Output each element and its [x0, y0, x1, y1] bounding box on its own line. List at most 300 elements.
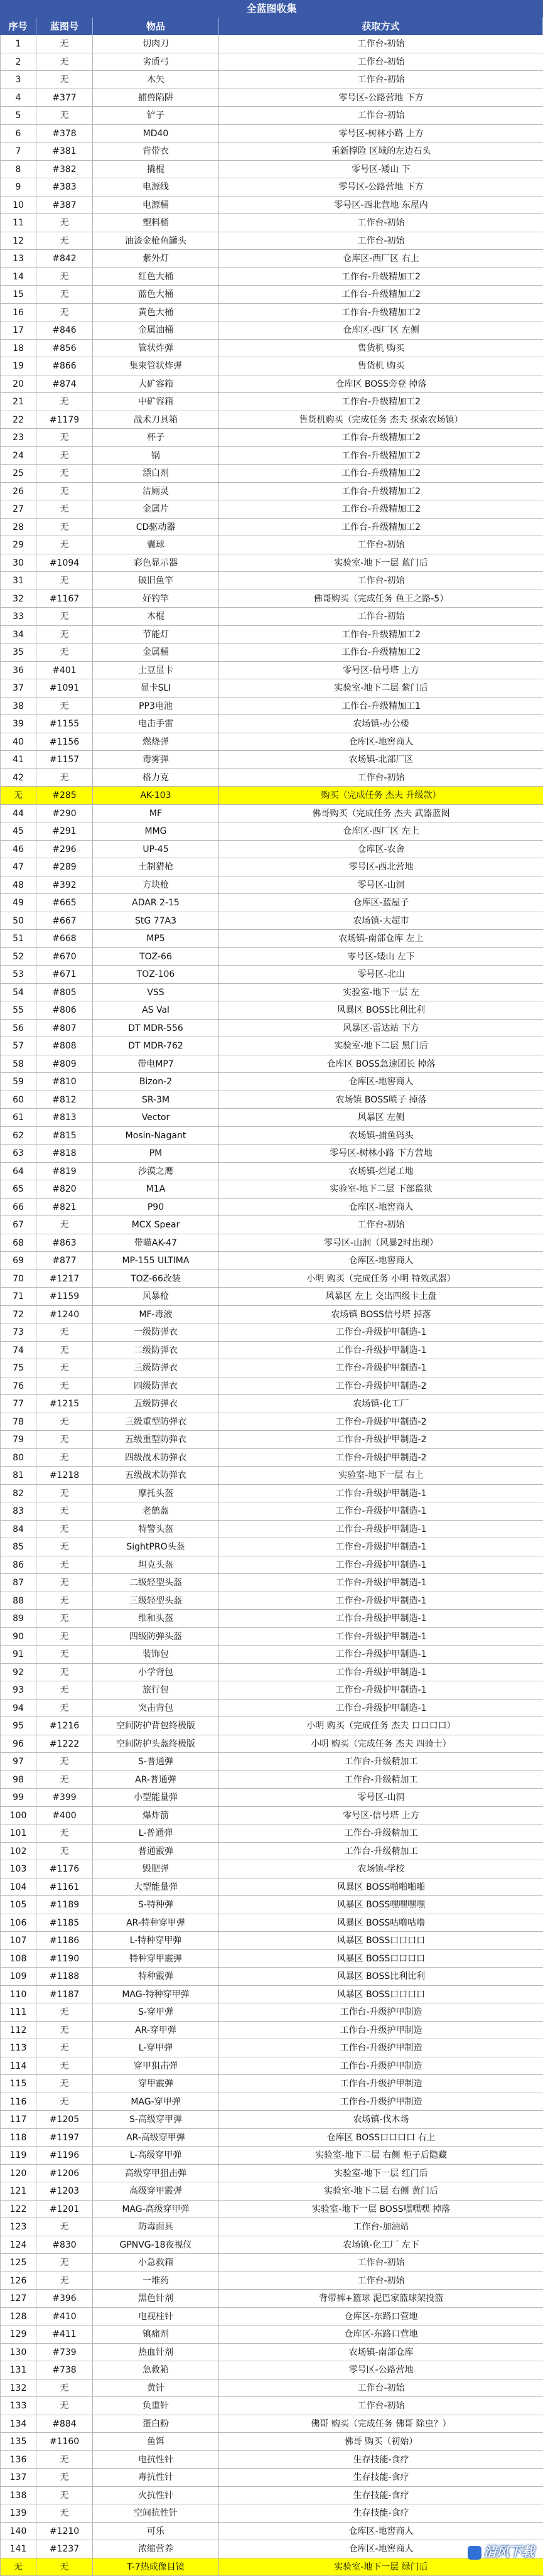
row-blueprint-no: #387	[36, 197, 93, 214]
row-blueprint-no: 无	[36, 214, 93, 232]
row-index: 102	[0, 1843, 36, 1860]
row-method: 工作台-升级护甲制造-1	[219, 1646, 543, 1663]
row-item: 四级防弹头盔	[93, 1628, 219, 1646]
row-method: 工作台-升级精加工2	[219, 268, 543, 286]
row-item: 电源桶	[93, 197, 219, 214]
row-index: 61	[0, 1109, 36, 1126]
row-method: 农场镇-大超市	[219, 912, 543, 930]
row-method: 工作台-升级护甲制造-1	[219, 1628, 543, 1646]
table-row	[0, 411, 543, 429]
row-method: 农场镇-北部厂区	[219, 751, 543, 768]
row-index: 48	[0, 876, 36, 894]
row-method: 风暴区 BOSS比利比利	[219, 1001, 543, 1019]
table-row	[0, 1807, 543, 1825]
table-row	[0, 1700, 543, 1718]
row-item: AR-特种穿甲弹	[93, 1914, 219, 1932]
row-blueprint-no: 无	[36, 698, 93, 715]
row-blueprint-no: #382	[36, 161, 93, 178]
table-row	[0, 268, 543, 286]
row-blueprint-no: #383	[36, 178, 93, 196]
row-method: 工作台-初始	[219, 107, 543, 124]
row-method: 农场镇-捕鱼码头	[219, 1127, 543, 1145]
sheet-title: 全蓝图收集	[0, 0, 543, 18]
row-method: 小明 购买（完成任务 杰夫 口口口口）	[219, 1717, 543, 1735]
row-method: 工作台-升级护甲制造	[219, 2075, 543, 2093]
row-item: AS Val	[93, 1001, 219, 1019]
row-blueprint-no: #820	[36, 1180, 93, 1198]
row-blueprint-no: 无	[36, 769, 93, 787]
row-method: 零号区-北山	[219, 966, 543, 983]
row-index: 122	[0, 2201, 36, 2218]
table-row	[0, 841, 543, 859]
table-row	[0, 53, 543, 72]
row-blueprint-no: 无	[36, 1556, 93, 1574]
table-row	[0, 2379, 543, 2398]
row-method: 仓库区-蓝屋子	[219, 894, 543, 912]
table-row	[0, 1306, 543, 1324]
row-blueprint-no: #1160	[36, 2433, 93, 2450]
table-row	[0, 483, 543, 501]
row-method: 实验室-地下一层 绿门后	[219, 2558, 543, 2576]
table-row	[0, 2147, 543, 2165]
row-method: 实验室-地下一层 右上	[219, 1467, 543, 1484]
table-row	[0, 1127, 543, 1145]
row-method: 工作台-加油站	[219, 2218, 543, 2236]
table-row	[0, 1359, 543, 1377]
row-blueprint-no: #1157	[36, 751, 93, 768]
row-blueprint-no: #805	[36, 984, 93, 1001]
row-blueprint-no: #1215	[36, 1395, 93, 1413]
row-method: 风暴区 BOSS口口口口	[219, 1950, 543, 1968]
row-index: 32	[0, 590, 36, 608]
table-row	[0, 2415, 543, 2433]
table-row	[0, 1234, 543, 1253]
row-index: 85	[0, 1538, 36, 1556]
row-index: 3	[0, 71, 36, 89]
row-index: 53	[0, 966, 36, 983]
row-blueprint-no: #1190	[36, 1950, 93, 1968]
row-method: 实验室-地下二层 下部监狱	[219, 1180, 543, 1198]
row-index: 127	[0, 2290, 36, 2307]
row-blueprint-no: #1161	[36, 1878, 93, 1896]
row-method: 风暴区 左侧	[219, 1109, 543, 1126]
row-item: 好钓竿	[93, 590, 219, 608]
row-method: 工作台-初始	[219, 608, 543, 625]
row-index: 58	[0, 1055, 36, 1073]
row-blueprint-no: 无	[36, 1502, 93, 1520]
row-blueprint-no: #296	[36, 841, 93, 858]
row-blueprint-no: #1237	[36, 2540, 93, 2558]
table-row	[0, 2022, 543, 2040]
table-row	[0, 644, 543, 662]
row-item: Vector	[93, 1109, 219, 1126]
row-item: AK-103	[93, 787, 219, 804]
row-method: 工作台-升级护甲制造-2	[219, 1449, 543, 1467]
table-row	[0, 340, 543, 358]
header-method: 获取方式	[219, 18, 543, 35]
row-blueprint-no: 无	[36, 429, 93, 446]
table-row	[0, 250, 543, 268]
row-blueprint-no: 无	[36, 232, 93, 250]
row-method: 风暴区 BOSS口口口口	[219, 1986, 543, 2003]
row-item: MP5	[93, 930, 219, 947]
table-row	[0, 375, 543, 394]
row-item: 防毒面具	[93, 2218, 219, 2236]
row-blueprint-no: 无	[36, 1664, 93, 1681]
table-row	[0, 572, 543, 590]
row-index: 66	[0, 1199, 36, 1216]
row-index: 17	[0, 321, 36, 339]
row-blueprint-no: 无	[36, 608, 93, 625]
row-item: 摩托头盔	[93, 1485, 219, 1502]
row-index: 15	[0, 286, 36, 303]
row-method: 零号区-矮山 左下	[219, 948, 543, 966]
table-row	[0, 2201, 543, 2219]
row-blueprint-no: #1218	[36, 1467, 93, 1484]
row-index: 124	[0, 2236, 36, 2254]
row-method: 零号区-山洞（风暴2时出现）	[219, 1234, 543, 1252]
row-method: 工作台-升级护甲制造	[219, 2093, 543, 2111]
table-row	[0, 465, 543, 483]
row-method: 佛哥 购买（初始）	[219, 2433, 543, 2450]
row-method: 工作台-升级精加工2	[219, 644, 543, 661]
row-blueprint-no: 无	[36, 304, 93, 321]
row-index: 29	[0, 536, 36, 554]
row-blueprint-no: #410	[36, 2308, 93, 2325]
row-method: 仓库区-西厂区 左上	[219, 822, 543, 840]
row-item: 节能灯	[93, 626, 219, 644]
row-blueprint-no: 无	[36, 1610, 93, 1627]
row-method: 风暴区-雷达站 下方	[219, 1020, 543, 1037]
row-blueprint-no: #291	[36, 822, 93, 840]
row-index: 92	[0, 1664, 36, 1681]
table-row	[0, 2182, 543, 2201]
row-index: 118	[0, 2129, 36, 2147]
row-item: AR-高级穿甲弹	[93, 2129, 219, 2147]
row-method: 工作台-升级护甲制造-1	[219, 1521, 543, 1538]
row-blueprint-no: 无	[36, 2218, 93, 2236]
row-blueprint-no: #1186	[36, 1932, 93, 1949]
row-item: MF	[93, 805, 219, 822]
row-item: 燃烧弹	[93, 733, 219, 751]
row-method: 工作台-升级精加工	[219, 1824, 543, 1842]
row-item: 电击手雷	[93, 715, 219, 733]
row-item: 土制猎枪	[93, 858, 219, 876]
row-item: GPNVG-18夜视仪	[93, 2236, 219, 2254]
row-blueprint-no: #1217	[36, 1270, 93, 1288]
row-blueprint-no: #877	[36, 1252, 93, 1269]
row-method: 工作台-初始	[219, 214, 543, 232]
row-method: 工作台-初始	[219, 1216, 543, 1234]
row-blueprint-no: 无	[36, 1485, 93, 1502]
table-row	[0, 590, 543, 608]
row-index: 140	[0, 2523, 36, 2540]
row-method: 工作台-升级护甲制造-1	[219, 1681, 543, 1699]
table-row	[0, 912, 543, 930]
row-index: 139	[0, 2504, 36, 2522]
table-row	[0, 1252, 543, 1270]
row-item: 穿甲霰弹	[93, 2075, 219, 2093]
table-row	[0, 1914, 543, 1932]
row-method: 实验室-地下二层 右侧 黄门后	[219, 2182, 543, 2200]
row-method: 工作台-升级护甲制造-1	[219, 1664, 543, 1681]
row-blueprint-no: 无	[36, 2254, 93, 2272]
row-index: 31	[0, 572, 36, 590]
row-index: 11	[0, 214, 36, 232]
row-index: 24	[0, 447, 36, 465]
table-row	[0, 2075, 543, 2093]
row-index: 130	[0, 2344, 36, 2361]
row-item: 蛋白粉	[93, 2415, 219, 2433]
row-method: 生存技能-食疗	[219, 2487, 543, 2504]
row-blueprint-no: #819	[36, 1163, 93, 1180]
row-method: 小明 购买（完成任务 杰夫 四骑士）	[219, 1735, 543, 1753]
row-index: 133	[0, 2397, 36, 2415]
row-item: 坦克头盔	[93, 1556, 219, 1574]
row-index: 86	[0, 1556, 36, 1574]
row-index: 119	[0, 2147, 36, 2164]
row-index: 33	[0, 608, 36, 625]
row-index: 141	[0, 2540, 36, 2558]
row-index: 109	[0, 1968, 36, 1985]
row-blueprint-no: 无	[36, 1538, 93, 1556]
row-item: 战术刀具箱	[93, 411, 219, 429]
row-index: 84	[0, 1521, 36, 1538]
row-item: 电抗性针	[93, 2451, 219, 2469]
row-blueprint-no: #1206	[36, 2165, 93, 2182]
row-method: 工作台-初始	[219, 2254, 543, 2272]
row-index: 1	[0, 35, 36, 53]
row-item: Bizon-2	[93, 1073, 219, 1091]
row-method: 工作台-初始	[219, 769, 543, 787]
row-index: 49	[0, 894, 36, 912]
row-item: CD驱动器	[93, 519, 219, 536]
row-item: 小学背包	[93, 1664, 219, 1681]
row-blueprint-no: #813	[36, 1109, 93, 1126]
row-index: 4	[0, 89, 36, 107]
row-index: 106	[0, 1914, 36, 1932]
row-method: 工作台-升级护甲制造-1	[219, 1700, 543, 1717]
row-index: 126	[0, 2272, 36, 2290]
row-item: Mosin-Nagant	[93, 1127, 219, 1145]
row-blueprint-no: 无	[36, 519, 93, 536]
row-item: 一堆药	[93, 2272, 219, 2290]
row-method: 生存技能-食疗	[219, 2504, 543, 2522]
row-blueprint-no: #884	[36, 2415, 93, 2433]
table-row	[0, 286, 543, 304]
table-row	[0, 214, 543, 232]
row-method: 仓库区 BOSS口口口口 右上	[219, 2129, 543, 2147]
table-row	[0, 1878, 543, 1897]
row-item: 穿甲狙击弹	[93, 2057, 219, 2075]
row-method: 零号区-矮山 下	[219, 161, 543, 178]
row-method: 风暴区 左上 交出四级卡土盘	[219, 1288, 543, 1305]
table-row	[0, 2165, 543, 2183]
row-method: 工作台-升级精加工2	[219, 500, 543, 518]
row-item: 集束管状炸弹	[93, 357, 219, 375]
row-blueprint-no: #866	[36, 357, 93, 375]
table-row	[0, 1986, 543, 2004]
table-row	[0, 1574, 543, 1592]
row-blueprint-no: #285	[36, 787, 93, 804]
table-row	[0, 626, 543, 644]
row-blueprint-no: #842	[36, 250, 93, 267]
table-row	[0, 715, 543, 733]
row-index: 70	[0, 1270, 36, 1288]
table-row	[0, 1431, 543, 1449]
row-index: 71	[0, 1288, 36, 1305]
table-row	[0, 1109, 543, 1127]
row-index: 52	[0, 948, 36, 966]
row-blueprint-no: #670	[36, 948, 93, 966]
row-blueprint-no: 无	[36, 1628, 93, 1646]
row-blueprint-no: 无	[36, 1377, 93, 1395]
row-method: 小明 购买（完成任务 小明 特效武器）	[219, 1270, 543, 1288]
row-item: 小型能量弹	[93, 1789, 219, 1806]
table-row	[0, 698, 543, 716]
row-item: 带瞄AK-47	[93, 1234, 219, 1252]
row-item: 囊球	[93, 536, 219, 554]
row-blueprint-no: 无	[36, 2504, 93, 2522]
table-row	[0, 1556, 543, 1575]
row-item: 热血针剂	[93, 2344, 219, 2361]
row-item: 沙漠之鹰	[93, 1163, 219, 1180]
row-item: 金属桶	[93, 644, 219, 661]
row-index: 19	[0, 357, 36, 375]
row-item: 五级战术防弹衣	[93, 1467, 219, 1484]
row-index: 88	[0, 1592, 36, 1610]
row-index: 79	[0, 1431, 36, 1448]
row-index: 46	[0, 841, 36, 858]
row-index: 115	[0, 2075, 36, 2093]
row-method: 农场镇-学校	[219, 1860, 543, 1878]
row-blueprint-no: 无	[36, 1646, 93, 1663]
table-row	[0, 1646, 543, 1664]
row-item: 负重针	[93, 2397, 219, 2415]
row-index: 74	[0, 1342, 36, 1359]
row-index: 23	[0, 429, 36, 446]
table-row	[0, 321, 543, 340]
table-row	[0, 787, 543, 805]
table-body	[0, 35, 543, 2576]
row-item: S-特种弹	[93, 1896, 219, 1914]
row-index: 77	[0, 1395, 36, 1413]
row-item: 漂白剂	[93, 465, 219, 482]
row-blueprint-no: 无	[36, 1216, 93, 1234]
row-index: 63	[0, 1145, 36, 1162]
table-row	[0, 984, 543, 1002]
table-row	[0, 858, 543, 876]
row-index: 103	[0, 1860, 36, 1878]
row-method: 农场镇 BOSS喷子 掉落	[219, 1091, 543, 1109]
row-blueprint-no: 无	[36, 2451, 93, 2469]
table-row	[0, 1055, 543, 1074]
row-index: 59	[0, 1073, 36, 1091]
row-method: 工作台-升级护甲制造-2	[219, 1377, 543, 1395]
row-blueprint-no: 无	[36, 268, 93, 286]
table-row	[0, 2272, 543, 2290]
row-method: 工作台-升级精加工2	[219, 519, 543, 536]
row-method: 工作台-初始	[219, 2272, 543, 2290]
row-item: 大矿容箱	[93, 375, 219, 393]
row-item: MCX Spear	[93, 1216, 219, 1234]
row-index: 26	[0, 483, 36, 500]
row-index: 51	[0, 930, 36, 947]
row-item: MD40	[93, 125, 219, 143]
row-blueprint-no: 无	[36, 1700, 93, 1717]
row-index: 129	[0, 2325, 36, 2343]
row-index: 30	[0, 554, 36, 572]
row-index: 64	[0, 1163, 36, 1180]
row-method: 工作台-升级护甲制造	[219, 2003, 543, 2021]
row-blueprint-no: #1222	[36, 1735, 93, 1753]
row-blueprint-no: #1091	[36, 679, 93, 697]
row-blueprint-no: 无	[36, 483, 93, 500]
row-item: 锅	[93, 447, 219, 465]
table-row	[0, 2487, 543, 2505]
row-item: MMG	[93, 822, 219, 840]
table-row	[0, 2451, 543, 2469]
row-item: AR-普通弹	[93, 1771, 219, 1789]
table-row	[0, 1932, 543, 1950]
row-index: 45	[0, 822, 36, 840]
table-row	[0, 500, 543, 519]
table-row	[0, 1628, 543, 1646]
row-index: 80	[0, 1449, 36, 1467]
row-index: 123	[0, 2218, 36, 2236]
row-item: 四级防弹衣	[93, 1377, 219, 1395]
row-index: 137	[0, 2469, 36, 2486]
row-blueprint-no: #1187	[36, 1986, 93, 2003]
row-item: 毁肥弹	[93, 1860, 219, 1878]
table-row	[0, 876, 543, 895]
table-row	[0, 1610, 543, 1628]
row-item: 可乐	[93, 2523, 219, 2540]
row-item: 风暴枪	[93, 1288, 219, 1305]
table-row	[0, 519, 543, 537]
row-item: S-高级穿甲弹	[93, 2111, 219, 2128]
row-index: 82	[0, 1485, 36, 1502]
table-row	[0, 2308, 543, 2326]
row-index: 67	[0, 1216, 36, 1234]
row-index: 39	[0, 715, 36, 733]
row-method: 购买（完成任务 杰夫 升级款）	[219, 787, 543, 804]
table-row	[0, 1664, 543, 1682]
row-blueprint-no: 无	[36, 1681, 93, 1699]
header-index: 序号	[0, 18, 36, 35]
row-index: 75	[0, 1359, 36, 1377]
table-row	[0, 1020, 543, 1038]
row-item: 小急救箱	[93, 2254, 219, 2272]
row-item: 老鹤盔	[93, 1502, 219, 1520]
row-index: 41	[0, 751, 36, 768]
row-method: 工作台-升级护甲制造-1	[219, 1538, 543, 1556]
row-method: 风暴区 BOSS咕噜咕噜	[219, 1914, 543, 1932]
row-method: 工作台-初始	[219, 2379, 543, 2397]
table-row	[0, 805, 543, 823]
table-row	[0, 948, 543, 966]
row-index: 7	[0, 143, 36, 160]
row-method: 实验室-地下二层 紫门后	[219, 679, 543, 697]
row-index: 101	[0, 1824, 36, 1842]
row-item: L-特种穿甲弹	[93, 1932, 219, 1949]
row-blueprint-no: #1197	[36, 2129, 93, 2147]
row-method: 实验室-地下二层 右侧 柜子后隐藏	[219, 2147, 543, 2164]
row-method: 仓库区 BOSS急速团长 掉落	[219, 1055, 543, 1073]
row-item: 浓缩营养	[93, 2540, 219, 2558]
row-index: 18	[0, 340, 36, 357]
row-method: 工作台-初始	[219, 35, 543, 53]
